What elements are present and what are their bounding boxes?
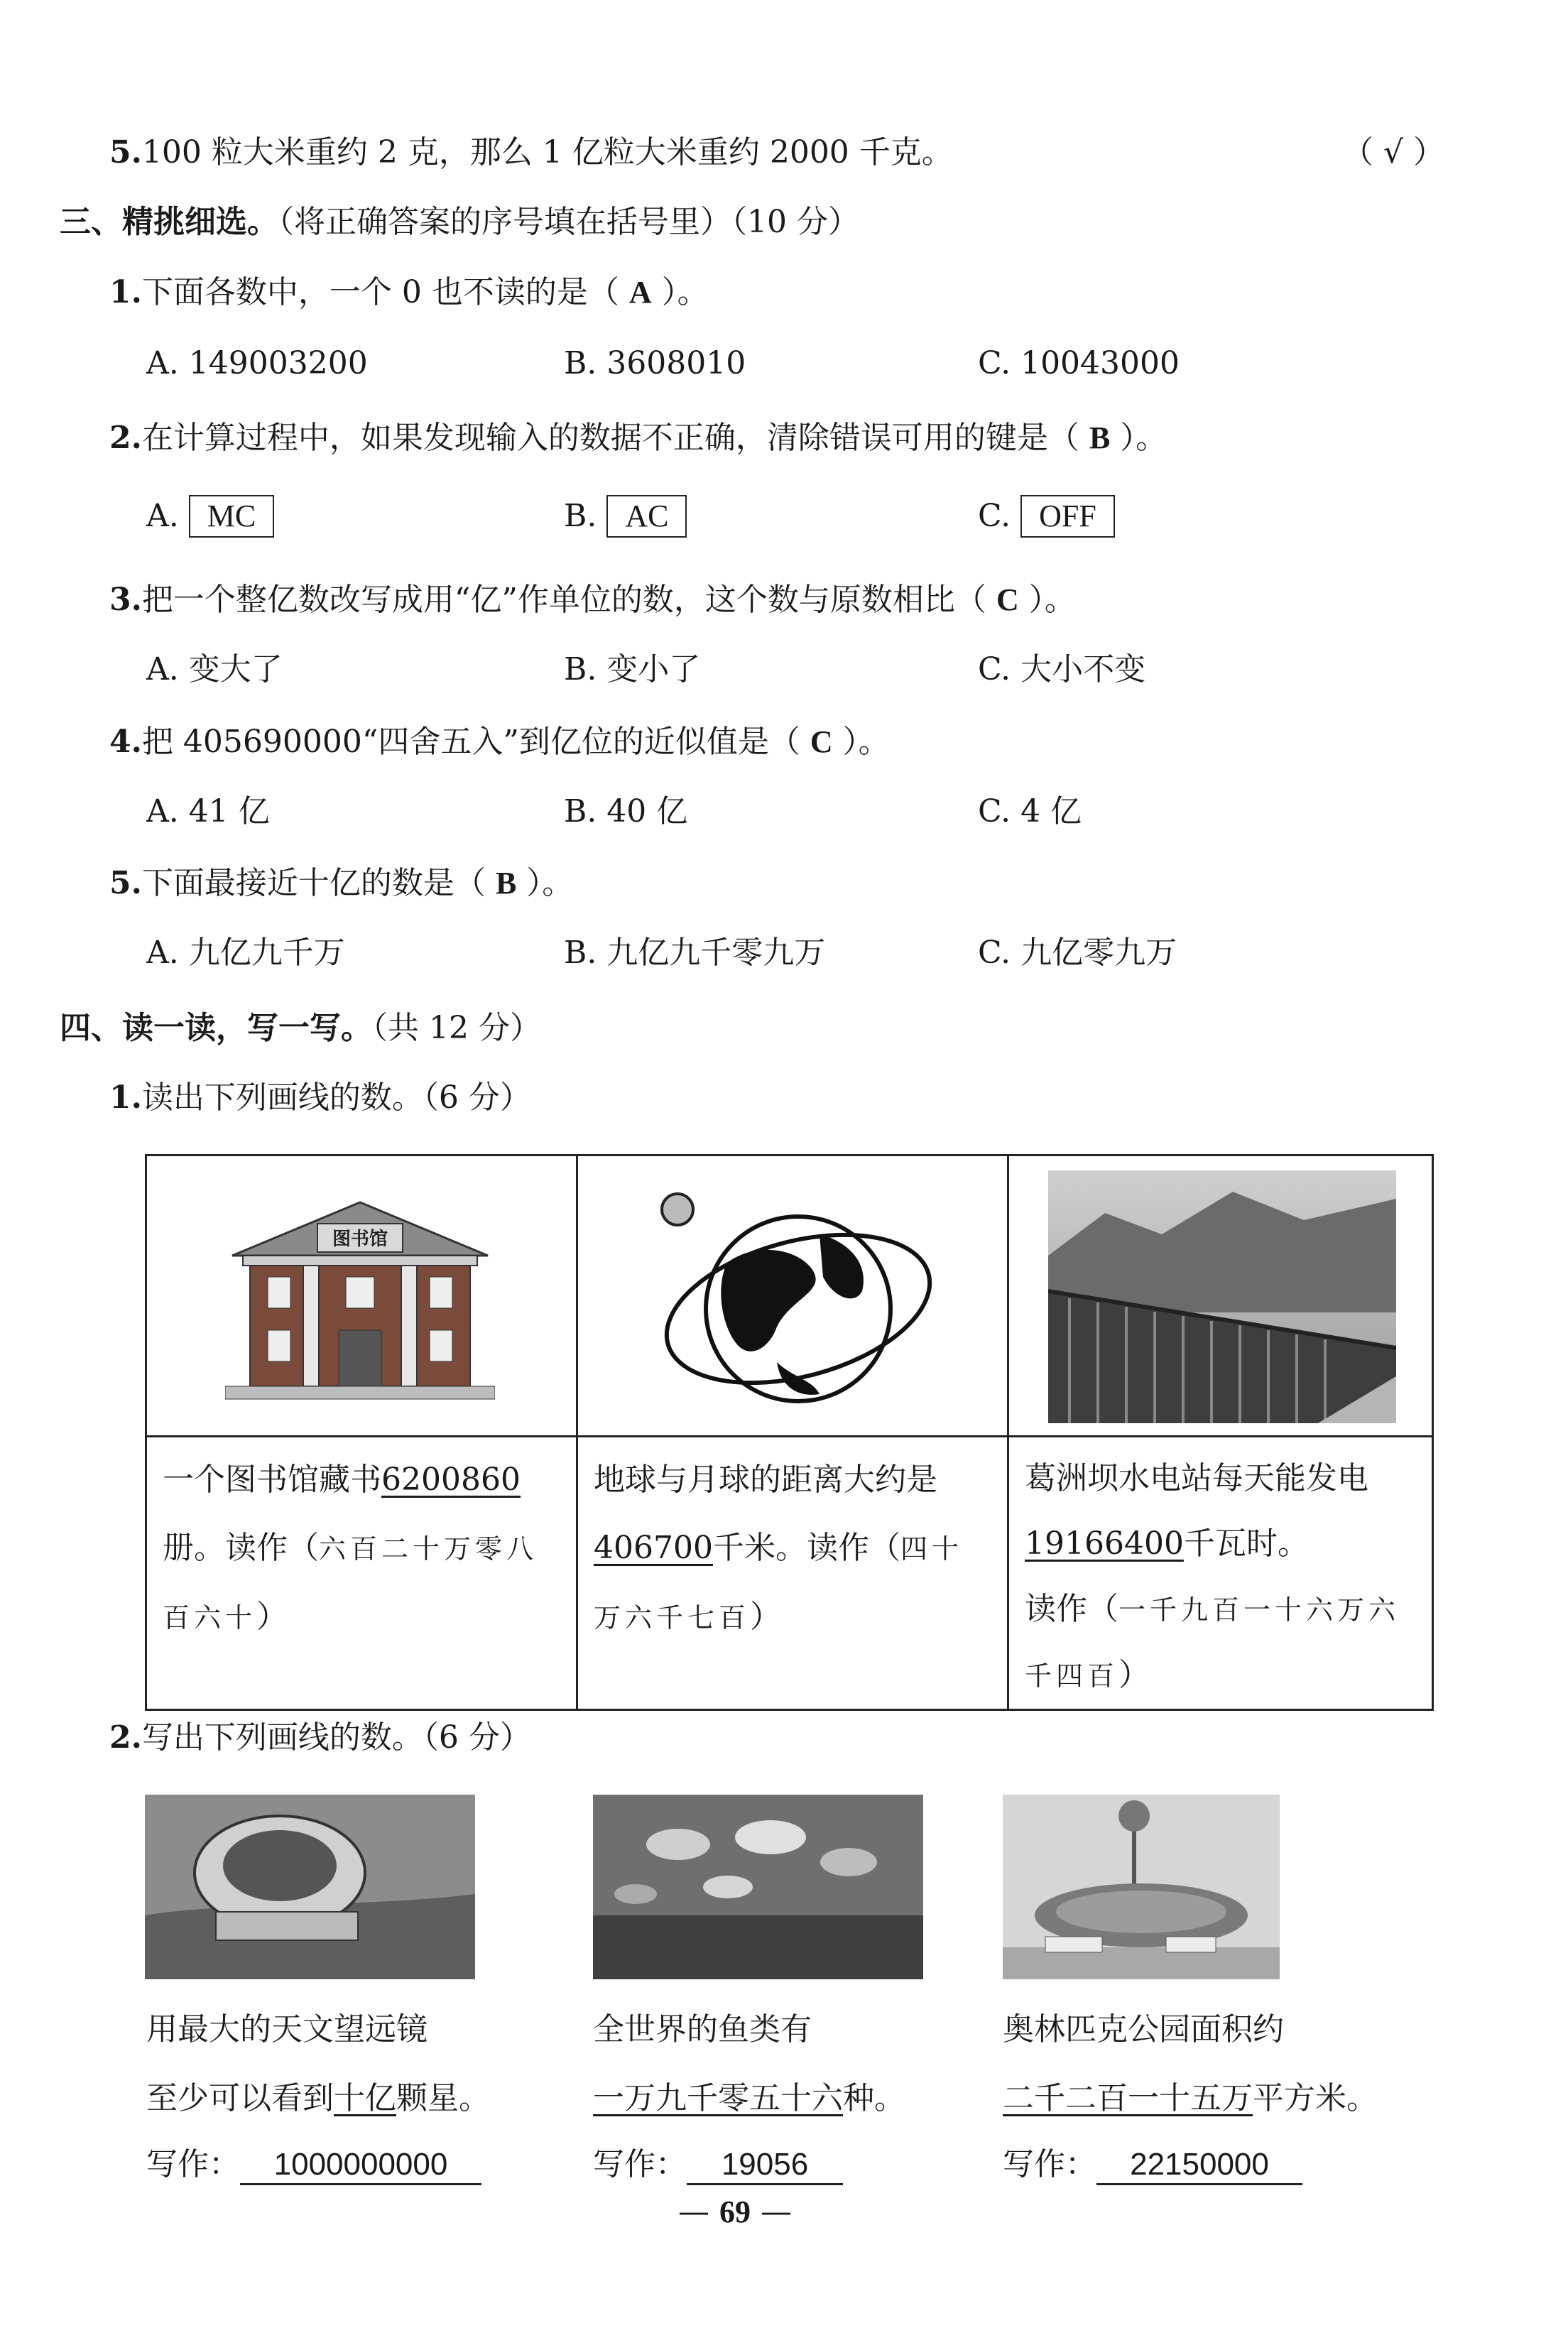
cell-text: 读作（ <box>1025 1591 1118 1627</box>
cell-text: 一个图书馆藏书 <box>163 1462 381 1498</box>
section-3-heading <box>60 201 859 244</box>
option-a <box>146 495 274 538</box>
section-title: 三、精挑细选。 <box>60 204 278 240</box>
item2-answer <box>593 2143 843 2186</box>
item2-line2 <box>593 2077 905 2120</box>
item-text: 至少可以看到 <box>146 2080 334 2116</box>
cell-text: 葛洲坝水电站每天能发电 <box>1025 1460 1368 1496</box>
cell-text-end: ） <box>750 1599 782 1635</box>
question-number: 4. <box>109 724 142 760</box>
question-number: 5. <box>109 134 142 170</box>
item3-answer <box>1003 2143 1302 2186</box>
question-2 <box>109 417 1167 459</box>
cell-text-end: ） <box>1118 1657 1150 1693</box>
page-number: 69 <box>719 2194 751 2229</box>
question-4 <box>109 721 890 763</box>
option-b: B. 九亿九千零九万 <box>564 935 826 971</box>
library-text-cell <box>146 1437 577 1710</box>
off-key: OFF <box>1020 495 1115 538</box>
item-text: 颗星。 <box>396 2080 490 2116</box>
option-a: A. 变大了 <box>146 651 283 687</box>
stadium-photo <box>1003 1795 1280 1979</box>
question-number: 3. <box>109 582 142 618</box>
option-prefix: A. <box>146 498 179 534</box>
mc-key: MC <box>189 495 274 538</box>
option-b: B. 40 亿 <box>564 793 688 829</box>
written-answer: 22150000 <box>1096 2146 1302 2185</box>
dash-right: — <box>751 2194 792 2230</box>
option-c <box>978 495 1115 538</box>
question-end: ）。 <box>661 274 709 310</box>
judge-mark: （ √ ） <box>1342 134 1445 170</box>
part-1-heading <box>109 1077 531 1119</box>
option-a: A. 九亿九千万 <box>146 935 345 971</box>
underlined-number: 406700 <box>594 1530 713 1566</box>
judge-item-5 <box>109 131 953 174</box>
option-c: C. 10043000 <box>978 345 1180 381</box>
library-building-illustration <box>225 1188 495 1401</box>
underlined-words: 十亿 <box>334 2080 396 2116</box>
question-number: 5. <box>109 865 142 901</box>
question-text: 把一个整亿数改写成用“亿”作单位的数，这个数与原数相比（ <box>141 582 986 618</box>
cell-text: 册。读作（ <box>163 1530 319 1566</box>
page-number-footer <box>678 2191 792 2234</box>
underlined-number: 19166400 <box>1025 1525 1184 1562</box>
question-1 <box>109 271 709 314</box>
part-text: 读出下列画线的数。（6 分） <box>141 1079 531 1116</box>
item1-line2 <box>146 2077 490 2120</box>
option-c: C. 大小不变 <box>978 651 1146 687</box>
answer: C <box>996 582 1019 617</box>
write-label: 写作： <box>593 2146 687 2182</box>
handwritten-answer: 一千九百一十六万六千四百 <box>1025 1594 1400 1692</box>
earth-moon-illustration <box>649 1185 947 1412</box>
fish-photo <box>593 1795 923 1979</box>
dam-image-cell <box>1008 1155 1433 1437</box>
question-number: 1. <box>109 274 142 310</box>
item-text: 平方米。 <box>1253 2080 1378 2116</box>
item-text: 种。 <box>843 2080 905 2116</box>
earth-text-cell <box>577 1437 1008 1710</box>
library-image-cell <box>146 1155 577 1437</box>
question-text: 下面最接近十亿的数是（ <box>141 865 486 901</box>
option-c: C. 4 亿 <box>978 793 1082 829</box>
cell-text: 千米。读作（ <box>712 1530 900 1566</box>
written-answer: 19056 <box>687 2146 843 2185</box>
library-sign: 图书馆 <box>332 1229 388 1250</box>
section-note: （共 12 分） <box>372 1010 541 1046</box>
cell-text: 地球与月球的距离大约是 <box>594 1462 937 1498</box>
question-text: 把 405690000“四舍五入”到亿位的近似值是（ <box>141 724 800 760</box>
ac-key: AC <box>606 495 687 538</box>
option-b <box>564 495 687 538</box>
question-text: 在计算过程中，如果发现输入的数据不正确，清除错误可用的键是（ <box>141 420 1079 456</box>
written-answer: 1000000000 <box>240 2146 481 2185</box>
item1-answer <box>146 2143 481 2186</box>
question-5 <box>109 862 573 905</box>
question-text: 下面各数中，一个 0 也不读的是（ <box>141 274 619 310</box>
question-number: 2. <box>109 420 142 456</box>
reading-table <box>145 1154 1434 1711</box>
question-end: ）。 <box>1028 582 1076 618</box>
section-4-heading <box>60 1007 541 1050</box>
option-a: A. 149003200 <box>146 345 368 381</box>
question-text: 100 粒大米重约 2 克，那么 1 亿粒大米重约 2000 千克。 <box>141 134 953 170</box>
answer: C <box>810 724 833 759</box>
write-label: 写作： <box>146 2146 240 2182</box>
dam-text-cell <box>1008 1437 1433 1710</box>
section-note: （将正确答案的序号填在括号里）（10 分） <box>278 204 859 240</box>
section-title: 四、读一读，写一写。 <box>60 1010 372 1046</box>
underlined-words: 二千二百一十五万 <box>1003 2080 1253 2116</box>
cell-text-end: ） <box>256 1599 288 1635</box>
part-number: 2. <box>109 1719 142 1756</box>
part-text: 写出下列画线的数。（6 分） <box>141 1719 531 1756</box>
underlined-number: 6200860 <box>381 1462 521 1498</box>
handwritten-answer: 六百二十万零八百六十 <box>163 1533 538 1633</box>
question-end: ）。 <box>1120 420 1167 456</box>
item2-line1: 全世界的鱼类有 <box>593 2011 812 2047</box>
option-prefix: C. <box>978 498 1011 534</box>
answer: A <box>628 275 652 310</box>
handwritten-answer: 四十万六千七百 <box>594 1533 963 1633</box>
option-a: A. 41 亿 <box>146 793 270 829</box>
item3-line1: 奥林匹克公园面积约 <box>1003 2011 1284 2047</box>
answer: B <box>495 866 517 901</box>
dam-photo <box>1048 1170 1396 1423</box>
option-c: C. 九亿零九万 <box>978 935 1177 971</box>
option-prefix: B. <box>564 498 597 534</box>
answer: B <box>1089 420 1111 455</box>
item3-line2 <box>1003 2077 1378 2120</box>
question-end: ）。 <box>842 724 890 760</box>
item1-line1: 用最大的天文望远镜 <box>146 2011 428 2047</box>
underlined-words: 一万九千零五十六 <box>593 2080 843 2116</box>
option-b: B. 变小了 <box>564 651 701 687</box>
question-end: ）。 <box>526 865 574 901</box>
part-number: 1. <box>109 1079 142 1116</box>
telescope-photo <box>145 1795 475 1979</box>
cell-text: 千瓦时。 <box>1183 1525 1309 1562</box>
earth-image-cell <box>577 1155 1008 1437</box>
question-3 <box>109 579 1076 621</box>
option-b: B. 3608010 <box>564 345 746 381</box>
part-2-heading <box>109 1717 531 1759</box>
write-label: 写作： <box>1003 2146 1096 2182</box>
dash-left: — <box>678 2194 719 2230</box>
